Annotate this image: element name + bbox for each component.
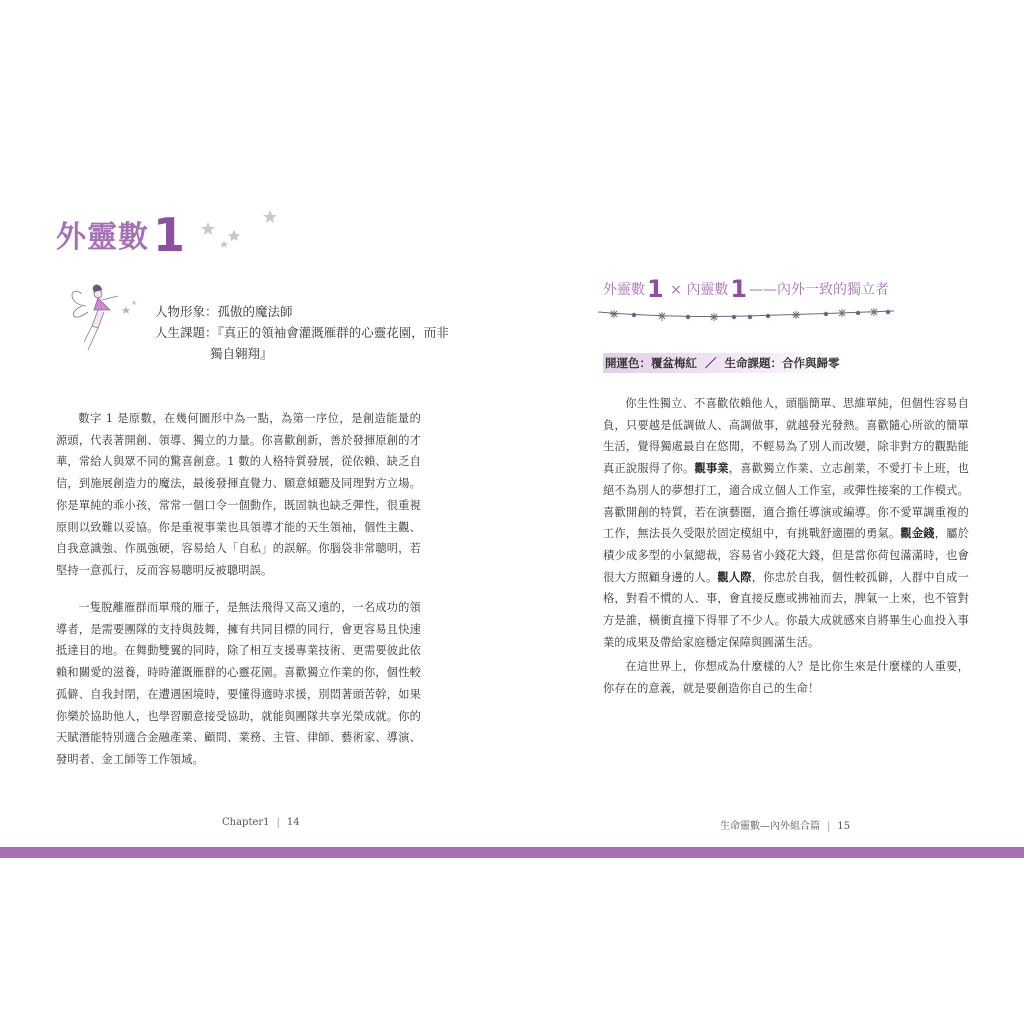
outer-number: 1 <box>647 275 664 303</box>
footer-divider-right: | <box>827 821 831 832</box>
personality-text <box>603 393 969 653</box>
outer-label: 外靈數 <box>603 282 645 298</box>
money-keyword: 觀金錢 <box>900 527 935 541</box>
lucky-life-theme: 生命課題：合作與歸零 <box>724 356 840 370</box>
times-sign: × <box>670 282 682 298</box>
inner-label: 內靈數 <box>686 282 729 298</box>
combination-tagline: ——內外一致的獨立者 <box>749 282 890 298</box>
career-keyword: 觀事業 <box>694 462 729 476</box>
character-profile <box>155 301 449 364</box>
page-number-right: 15 <box>837 821 851 832</box>
leadership-paragraph <box>56 597 421 771</box>
title-number: 1 <box>153 208 187 262</box>
page-number-left: 14 <box>286 817 300 828</box>
personality-intro: 你生性獨立、不喜歡依賴他人，頭腦簡單、思維單純，但個性容易自負，只要越是低調做人、高調做事，就越發光發熱。喜歡隨心所欲的簡單生活，覺得獨處最自在悠閒，不輕易為了別人而改變，除非對方的觀點能真正說服得了你。 <box>603 397 969 476</box>
page-footer-left <box>222 817 300 828</box>
fairy-illustration <box>64 280 144 360</box>
life-theme-line: 人生課題：『真正的領袖會灌溉雁群的心靈花園，而非 <box>155 325 449 340</box>
title-text: 外靈數 <box>56 220 149 255</box>
career-text: ，喜歡獨立作業、立志創業，不愛打卡上班，也絕不為別人的夢想打工，適合成立個人工作室，或彈性接案的工作模式。喜歡開創的特質，若在演藝圈，適合擔任導演或編導。你不愛單調重複的工作，無法長久受限於固定模組中，有挑戰舒適圈的勇氣。 <box>603 462 970 541</box>
section-title <box>56 208 186 262</box>
book-title: 生命靈數—內外組合篇 <box>720 821 820 832</box>
intro-text: 數字 1 是原數，在幾何圖形中為一點，為第一序位，是創造能量的源頭，代表著開創、領導、獨立的力量。你喜歡創新，善於發揮原創的才華，常給人與眾不同的驚喜創意。1 數的人格特質發展，從依賴、缺乏自信，到施展創造力的魔法，最後發揮直覺力、願意傾聽及同理對方立場。你是單純的乖小孩，常常一個口令一個動作，既固執也缺乏彈性，很重視原則以致難以妥協。你是重視事業也具領導才能的天生領袖，個性主觀、自我意識強、作風強硬，容易給人「自私」的誤解。你腦袋非常聰明，若堅持一意孤行，反而容易聰明反被聰明誤。 <box>56 412 421 577</box>
closing-text: 在這世界上，你想成為什麼樣的人？是比你生來是什麼樣的人重要，你存在的意義，就是要創造你自己的生命！ <box>603 660 969 695</box>
intro-paragraph <box>56 408 421 582</box>
stars-icon <box>196 206 286 256</box>
closing-paragraph <box>603 656 969 699</box>
relationship-text: ，你忠於自我，個性較孤僻，人群中自成一格，對看不慣的人、事，會直接反應或拂袖而去，脾氣一上來，也不管對方是誰，橫衝直撞下得罪了不少人。你最大成就感來自將畢生心血投入事業的成果及帶給家庭穩定保障與圓滿生活。 <box>603 570 969 649</box>
combination-title <box>603 275 889 303</box>
inner-number: 1 <box>730 275 748 303</box>
bottom-color-bar <box>0 847 1024 858</box>
lucky-info <box>603 353 846 373</box>
relationship-keyword: 觀人際 <box>717 570 752 584</box>
lucky-color: 開運色：覆盆梅紅 <box>605 356 697 370</box>
bead-string-divider <box>596 304 896 324</box>
page-footer-right <box>720 817 850 832</box>
footer-divider: | <box>276 817 280 828</box>
money-text: ，屬於積少成多型的小氣總裁，容易省小錢花大錢，但是當你荷包滿滿時，也會很大方照顧身邊的人。 <box>603 527 969 584</box>
life-theme-continued: 獨自翱翔』 <box>210 346 273 361</box>
chapter-label: Chapter1 <box>222 817 270 828</box>
lucky-divider: ／ <box>705 356 717 370</box>
character-image-line: 人物形象：孤傲的魔法師 <box>155 304 293 319</box>
leadership-text: 一隻脫離雁群而單飛的雁子，是無法飛得又高又遠的，一名成功的領導者，是需要團隊的支持與鼓舞，擁有共同目標的同行，會更容易且快速抵達目的地。在舞動雙翼的同時，除了相互支援專業技術、更需要彼此依賴和關愛的滋養，時時灌溉雁群的心靈花園。喜歡獨立作業的你，個性較孤僻、自我封閉，在遭遇困境時，要懂得適時求援，別悶著頭苦幹，如果你樂於協助他人，也學習願意接受協助，就能與團隊共享光榮成就。你的天賦潛能特別適合金融產業、顧問、業務、主管、律師、藝術家、導演、發明者、金工師等工作領域。 <box>56 601 421 766</box>
personality-paragraph <box>603 393 969 653</box>
